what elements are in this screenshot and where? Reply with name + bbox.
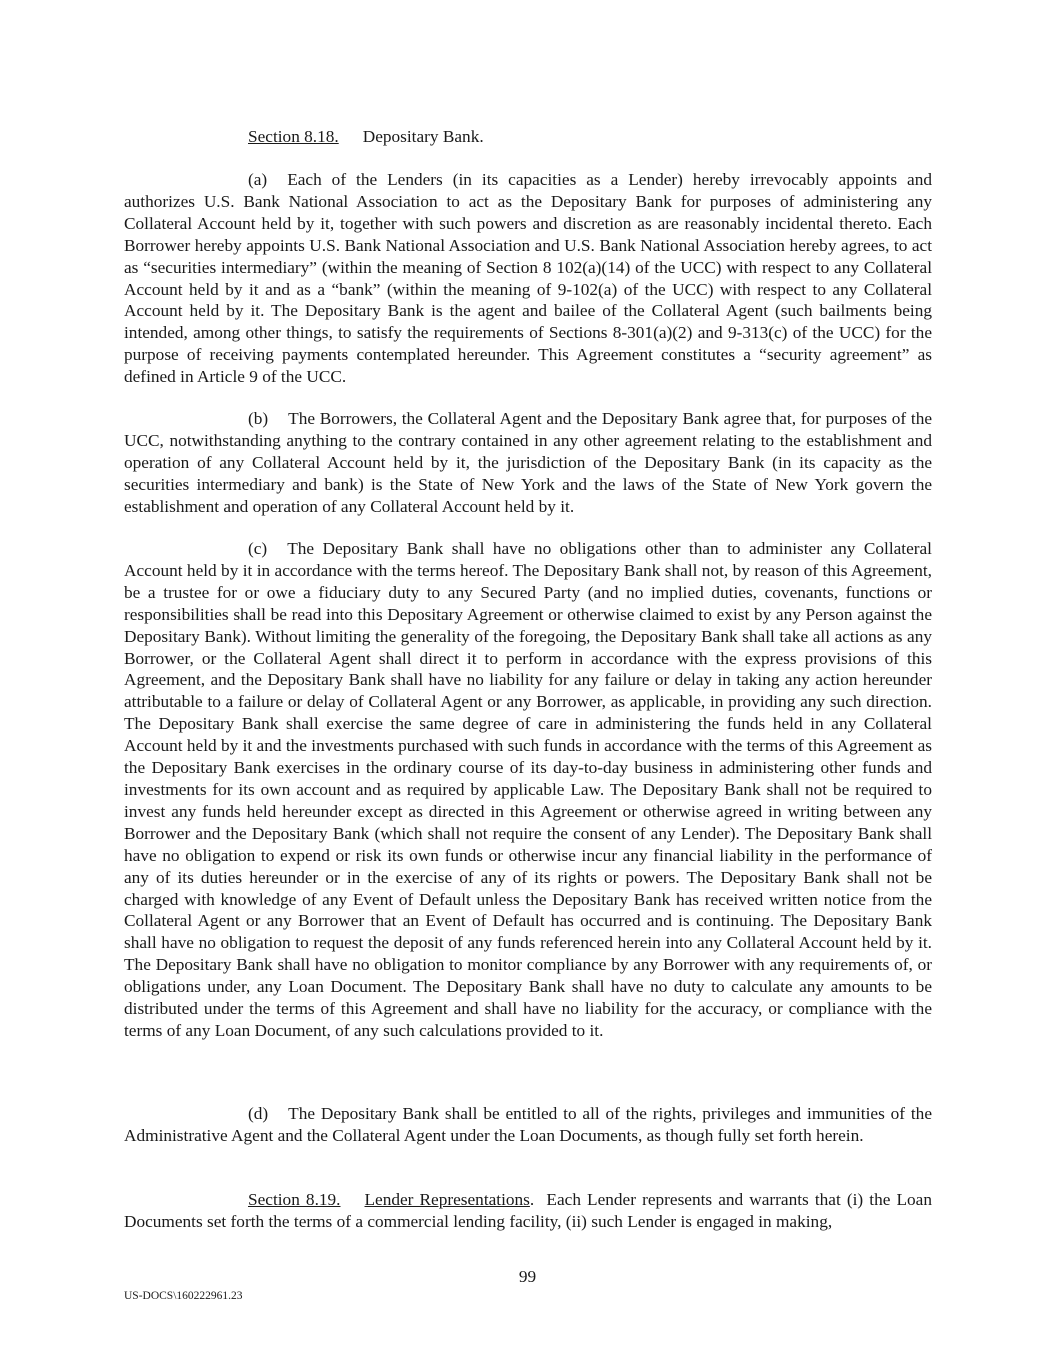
section-text: Each Lender represents and warrants that (i) the Loan Documents set forth the terms of a commercial lending facility, (ii) such Lender is engaged in making, [124, 1190, 932, 1231]
section-title: Lender Representations [364, 1190, 530, 1209]
page-number: 99 [518, 1267, 537, 1286]
paragraph-label: (d) [248, 1104, 269, 1123]
paragraph-text: Each of the Lenders (in its capacities as a Lender) hereby irrevocably appoints and authorizes U.S. Bank National Association to act as the Depositary Bank for purposes of administering any Collateral Account held by it, together with such powers and discretion as are reasonably incidental thereto. Each Borrower hereby appoints U.S. Bank National Association and U.S. Bank National Association hereby agrees, to act as “securities intermediary” (within the meaning of Section 8 102(a)(14) of the UCC) with respect to any Collateral Account held by it and as a “bank” (within the meaning of 9-102(a) of the UCC) with respect to any Collateral Account held by it. The Depositary Bank is the agent and bailee of the Collateral Agent (such bailments being intended, among other things, to satisfy the requirements of Sections 8-301(a)(2) and 9-313(c) of the UCC) for the purpose of receiving payments contemplated hereunder. This Agreement constitutes a “security agreement” as defined in Article 9 of the UCC. [124, 170, 932, 387]
paragraph-c [124, 538, 932, 1042]
paragraph-text: The Depositary Bank shall have no obligations other than to administer any Collateral Account held by it in accordance with the terms hereof. The Depositary Bank shall not, by reason of this Agreement, be a trustee for or owe a fiduciary duty to any Secured Party (and no implied duties, covenants, functions or responsibilities shall be read into this Depositary Agreement or otherwise claimed to exist by any Person against the Depositary Bank). Without limiting the generality of the foregoing, the Depositary Bank shall take all actions as any Borrower, or the Collateral Agent shall direct it to perform in accordance with the express provisions of this Agreement, and the Depositary Bank shall have no liability for any failure or delay in taking any action hereunder attributable to a failure or delay of Collateral Agent or any Borrower, as applicable, in providing any such direction. The Depositary Bank shall exercise the same degree of care in administering the funds held in any Collateral Account held by it and the investments purchased with such funds in accordance with the terms of this Agreement as the Depositary Bank exercises in the ordinary course of its day-to-day business in administering other funds and investments for its own account and as required by applicable Law. The Depositary Bank shall not be required to invest any funds held hereunder except as directed in this Agreement or otherwise agreed in writing between any Borrower and the Depositary Bank (which shall not require the consent of any Lender). The Depositary Bank shall have no obligation to expend or risk its own funds or otherwise incur any financial liability in the performance of any of its duties hereunder or in the exercise of any of its rights or powers. The Depositary Bank shall not be charged with knowledge of any Event of Default unless the Depositary Bank has received written notice from the Collateral Agent or any Borrower that an Event of Default has occurred and is continuing. The Depositary Bank shall have no obligation to request the deposit of any funds referenced herein into any Collateral Account held by it. The Depositary Bank shall have no obligation to monitor compliance by any Borrower with any requirements of, or obligations under, any Loan Document. The Depositary Bank shall have no duty to calculate any amounts to be distributed under the terms of this Agreement and shall have no liability for the accuracy, or compliance with the terms of any Loan Document, of any such calculations provided to it. [124, 539, 932, 1040]
paragraph-label: (c) [248, 539, 268, 558]
section-title: Depositary Bank. [362, 127, 484, 146]
section-8-18-heading [248, 126, 484, 148]
section-title-punct: . [529, 1190, 535, 1209]
section-8-19 [124, 1189, 932, 1233]
paragraph-label: (b) [248, 409, 269, 428]
document-id: US-DOCS\160222961.23 [124, 1290, 243, 1302]
paragraph-d [124, 1103, 932, 1147]
paragraph-text: The Depositary Bank shall be entitled to all of the rights, privileges and immunities of the Administrative Agent and the Collateral Agent under the Loan Documents, as though fully set forth herein. [124, 1104, 932, 1145]
section-number: Section 8.18. [248, 127, 339, 146]
paragraph-label: (a) [248, 170, 268, 189]
section-number: Section 8.19. [248, 1190, 341, 1209]
paragraph-text: The Borrowers, the Collateral Agent and the Depositary Bank agree that, for purposes of the UCC, notwithstanding anything to the contrary contained in any other agreement relating to the establishment and operation of any Collateral Account held by it, the jurisdiction of the Depositary Bank (in its capacity as the securities intermediary and bank) is the State of New York and the laws of the State of New York govern the establishment and operation of any Collateral Account held by it. [124, 409, 932, 516]
paragraph-b [124, 408, 932, 518]
paragraph-a [124, 169, 932, 388]
